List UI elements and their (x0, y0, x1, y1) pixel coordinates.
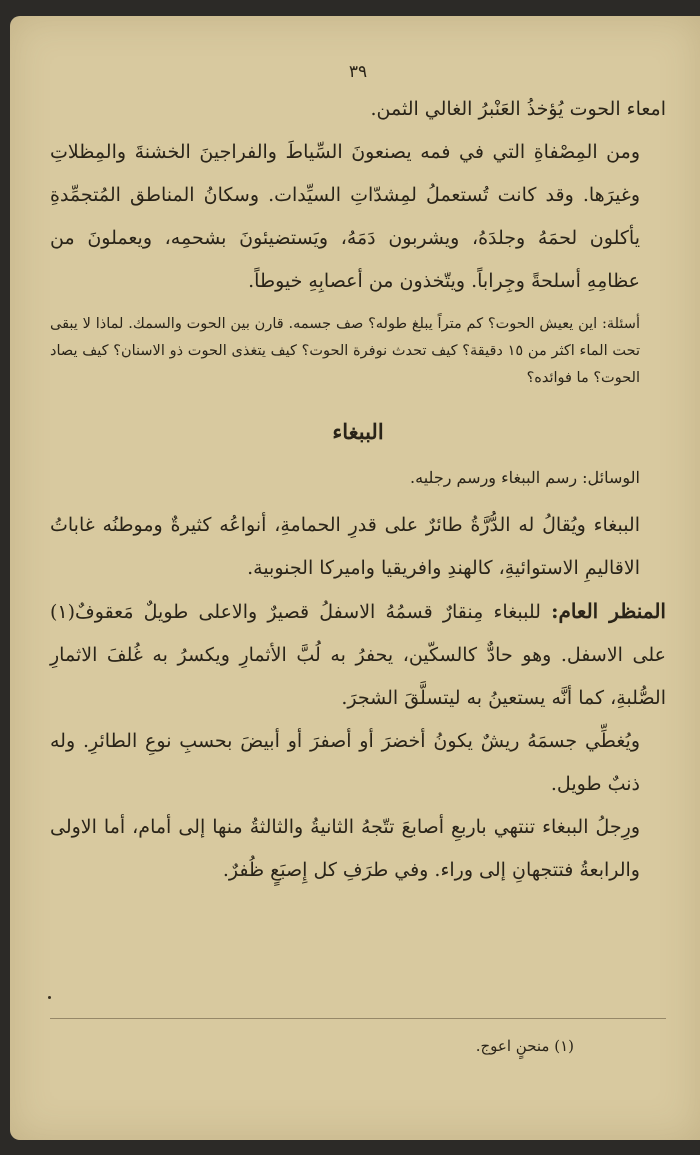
page-content (50, 16, 666, 1140)
whale-continuation-line: امعاء الحوت يُؤخذُ العَنْبرُ الغالي الثمن. (370, 98, 666, 120)
whale-questions: أسئلة: اين يعيش الحوت؟ كم متراً يبلغ طوله؟ صف جسمه. قارن بين الحوت والسمك. لماذا لا يبقى تحت الماء اكثر من ١٥ دقيقة؟ كيف تحدث نوفرة الحوت؟ كيف يتغذى الحوت ذو الاسنان؟ كيف يصاد الحوت؟ ما فوائده؟ (50, 316, 640, 386)
feet-paragraph: ورِجلُ الببغاء تنتهي باربعِ أصابعَ تتّجهُ الثانيةُ والثالثةُ منها إلى أمام، أما الاولى والرابعةُ فتتجهانِ إلى وراء. وفي طرَفِ كل إِصبَعٍ ظُفرٌ. (50, 816, 640, 881)
whale-uses-paragraph: ومن المِصْفاةِ التي في فمه يصنعونَ السِّياطَ والفراجينَ الخشنةَ والمِظلاتِ وغيرَها. وقد كانت تُستعملُ لمِشدّاتِ السيِّدات. وسكانُ المناطق المُتجمِّدةِ يأكلون لحمَهُ وجلدَهُ، ويشربون دَمَهُ، ويَستضيئونَ بشحمِه، ويعملونَ من عظامِهِ أسلحةً وجِراباً. ويتّخذون من أعصابِهِ خيوطاً. (50, 141, 640, 292)
general-appearance-paragraph (50, 590, 666, 720)
book-page (10, 16, 700, 1140)
ink-speck (48, 996, 51, 999)
body-text (50, 88, 666, 892)
general-appearance-heading: المنظر العام: (551, 599, 666, 623)
page-number: ٣٩ (348, 62, 368, 82)
footnote-divider (50, 1018, 666, 1019)
beak-description: للببغاء مِنقارٌ قسمُهُ الاسفلُ قصيرٌ والاعلى طويلٌ مَعقوفٌ(١) على الاسفل. وهو حادٌّ كالسكّين، يحفرُ به لُبَّ الأثمارِ ويكسرُ به غُلفَ الاثمارِ الصُّلبةِ، كما أنَّه يستعينُ به ليتسلَّقَ الشجرَ. (50, 601, 666, 709)
footnote: (١) منحنٍ اعوج. (475, 1037, 574, 1055)
teaching-aids-line: الوسائل: رسم الببغاء ورسم رجليه. (410, 468, 640, 487)
feathers-paragraph: ويُغطِّي جسمَهُ ريشٌ يكونُ أخضرَ أو أصفرَ أو أبيضَ بحسبِ نوعِ الطائرِ. وله ذنبٌ طويل. (50, 730, 640, 795)
parrot-intro-paragraph: الببغاء ويُقالُ له الدُّرَّةُ طائرٌ على قدرِ الحمامةِ، أنواعُه كثيرةٌ وموطنُه غاباتُ الاقاليمِ الاستوائيةِ، كالهندِ وافريقيا واميركا الجنوبية. (50, 514, 640, 579)
parrot-section-title: الببغاء (332, 419, 384, 444)
